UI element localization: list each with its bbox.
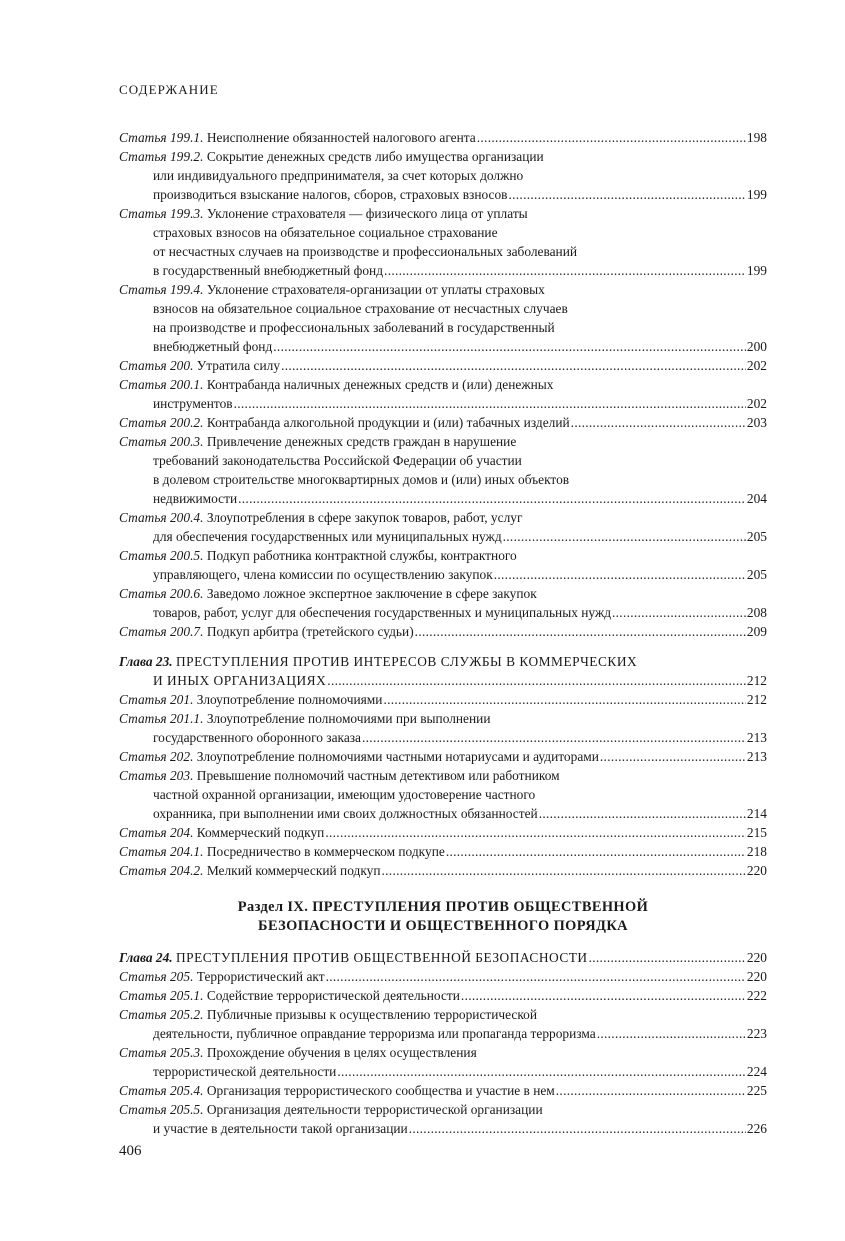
- toc-entry[interactable]: [119, 356, 767, 375]
- dot-leader: [415, 622, 746, 641]
- toc-line: [119, 280, 767, 299]
- toc-line: [119, 527, 767, 546]
- dot-leader: [539, 804, 746, 823]
- article-title: инструментов: [153, 396, 233, 411]
- toc-entry[interactable]: [119, 747, 767, 766]
- article-title: в государственный внебюджетный фонд: [153, 263, 384, 278]
- toc-entry[interactable]: [119, 1043, 767, 1081]
- article-title: Превышение полномочий частным детективом или работником: [196, 768, 560, 783]
- dot-leader: [600, 747, 746, 766]
- dot-leader: [556, 1081, 746, 1100]
- article-title: внебюджетный фонд: [153, 339, 273, 354]
- dot-leader: [382, 861, 746, 880]
- dot-leader: [589, 948, 746, 967]
- article-title: управляющего, члена комиссии по осуществлению закупок: [153, 567, 493, 582]
- dot-leader: [273, 337, 746, 356]
- page-ref: 202: [746, 358, 767, 373]
- article-label: Статья 204.2.: [119, 863, 204, 878]
- article-title: Утратила силу: [196, 358, 281, 373]
- article-title: террористической деятельности: [153, 1064, 337, 1079]
- article-title: государственного оборонного заказа: [153, 730, 362, 745]
- toc-line: [119, 318, 767, 337]
- article-title: требований законодательства Российской Федерации об участии: [153, 453, 522, 468]
- article-label: Статья 200.6.: [119, 586, 204, 601]
- article-title: Организация террористического сообщества и участие в нем: [206, 1083, 555, 1098]
- toc-line: [119, 948, 767, 967]
- page-ref: 205: [746, 567, 767, 582]
- article-title: Подкуп работника контрактной службы, контрактного: [206, 548, 517, 563]
- dot-leader: [234, 394, 746, 413]
- toc-entry[interactable]: [119, 622, 767, 641]
- running-header: СОДЕРЖАНИЕ: [119, 82, 219, 97]
- toc-line: [119, 728, 767, 747]
- toc-chapter[interactable]: [119, 948, 767, 967]
- toc-line: [119, 451, 767, 470]
- toc-line: [119, 967, 767, 986]
- toc-entry[interactable]: [119, 375, 767, 413]
- article-title: товаров, работ, услуг для обеспечения государственных и муниципальных нужд: [153, 605, 612, 620]
- article-title: деятельности, публичное оправдание терроризма или пропаганда терроризма: [153, 1026, 596, 1041]
- toc-line: [119, 394, 767, 413]
- toc-entry[interactable]: [119, 147, 767, 204]
- dot-leader: [597, 1024, 746, 1043]
- page-ref: 214: [746, 806, 767, 821]
- article-label: Статья 199.2.: [119, 149, 204, 164]
- article-label: Статья 205.: [119, 969, 194, 984]
- toc-line: [119, 375, 767, 394]
- dot-leader: [337, 1062, 746, 1081]
- article-label: Статья 200.7.: [119, 624, 204, 639]
- page-ref: 213: [746, 749, 767, 764]
- toc-line: [119, 185, 767, 204]
- page-ref: 203: [746, 415, 767, 430]
- article-title: Террористический акт: [196, 969, 325, 984]
- section-heading-line: Раздел IX. ПРЕСТУПЛЕНИЯ ПРОТИВ ОБЩЕСТВЕННОЙ: [237, 899, 649, 915]
- toc-line: [119, 565, 767, 584]
- article-title: производиться взыскание налогов, сборов, страховых взносов: [153, 187, 508, 202]
- page-ref: 213: [746, 730, 767, 745]
- toc-entry[interactable]: [119, 546, 767, 584]
- dot-leader: [461, 986, 746, 1005]
- toc-line: [119, 804, 767, 823]
- article-title: Уклонение страхователя-организации от уплаты страховых: [206, 282, 545, 297]
- dot-leader: [508, 185, 745, 204]
- page-ref: 225: [746, 1083, 767, 1098]
- article-title: или индивидуального предпринимателя, за счет которых должно: [153, 168, 524, 183]
- toc-line: [119, 223, 767, 242]
- toc-line: [119, 584, 767, 603]
- article-title: Мелкий коммерческий подкуп: [206, 863, 381, 878]
- toc-line: [119, 1043, 767, 1062]
- article-title: Уклонение страхователя — физического лица от уплаты: [206, 206, 528, 221]
- article-title: Подкуп арбитра (третейского судьи): [206, 624, 414, 639]
- article-title: взносов на обязательное социальное страхование от несчастных случаев: [153, 301, 568, 316]
- toc-entry[interactable]: [119, 128, 767, 147]
- toc-entry[interactable]: [119, 204, 767, 280]
- article-label: Статья 205.1.: [119, 988, 204, 1003]
- article-label: Статья 201.: [119, 692, 194, 707]
- toc-entry[interactable]: [119, 967, 767, 986]
- toc-line: [119, 147, 767, 166]
- toc-chapter[interactable]: [119, 652, 767, 690]
- article-title: недвижимости: [153, 491, 238, 506]
- toc-line: [119, 299, 767, 318]
- article-label: Статья 202.: [119, 749, 194, 764]
- article-label: Статья 205.3.: [119, 1045, 204, 1060]
- page-ref: 222: [746, 988, 767, 1003]
- toc-line: [119, 785, 767, 804]
- table-of-contents: [119, 128, 767, 1138]
- section-heading-line: БЕЗОПАСНОСТИ И ОБЩЕСТВЕННОГО ПОРЯДКА: [258, 918, 628, 934]
- toc-line: [119, 546, 767, 565]
- toc-line: [119, 671, 767, 690]
- dot-leader: [503, 527, 746, 546]
- article-label: Статья 201.1.: [119, 711, 204, 726]
- article-label: Статья 199.4.: [119, 282, 204, 297]
- toc-entry[interactable]: [119, 823, 767, 842]
- page-ref: 220: [746, 863, 767, 878]
- article-title: Злоупотребление полномочиями при выполнении: [206, 711, 491, 726]
- article-label: Статья 200.5.: [119, 548, 204, 563]
- chapter-title: ПРЕСТУПЛЕНИЯ ПРОТИВ ОБЩЕСТВЕННОЙ БЕЗОПАСНОСТИ: [175, 950, 588, 965]
- article-title: охранника, при выполнении ими своих должностных обязанностей: [153, 806, 538, 821]
- toc-line: [119, 690, 767, 709]
- dot-leader: [571, 413, 746, 432]
- toc-entry[interactable]: [119, 861, 767, 880]
- dot-leader: [612, 603, 746, 622]
- page-ref: 204: [746, 491, 767, 506]
- page-number: 406: [119, 1143, 142, 1159]
- article-title: Злоупотребление полномочиями частными нотариусами и аудиторами: [196, 749, 599, 764]
- toc-line: [119, 128, 767, 147]
- article-title: Заведомо ложное экспертное заключение в сфере закупок: [206, 586, 537, 601]
- dot-leader: [446, 842, 746, 861]
- article-title: в долевом строительстве многоквартирных домов и (или) иных объектов: [153, 472, 570, 487]
- toc-line: [119, 1005, 767, 1024]
- article-title: Контрабанда наличных денежных средств и (или) денежных: [206, 377, 554, 392]
- article-label: Статья 205.2.: [119, 1007, 204, 1022]
- dot-leader: [325, 823, 746, 842]
- page-ref: 215: [746, 825, 767, 840]
- toc-line: [119, 242, 767, 261]
- toc-line: [119, 261, 767, 280]
- page-ref: 202: [746, 396, 767, 411]
- article-title: Сокрытие денежных средств либо имущества организации: [206, 149, 544, 164]
- article-title: Неисполнение обязанностей налогового агента: [206, 130, 476, 145]
- toc-line: [119, 356, 767, 375]
- page-ref: 208: [746, 605, 767, 620]
- dot-leader: [477, 128, 746, 147]
- toc-entry[interactable]: [119, 766, 767, 823]
- toc-line: [119, 747, 767, 766]
- toc-line: [119, 709, 767, 728]
- article-title: Злоупотребление полномочиями: [196, 692, 383, 707]
- page-ref: 226: [746, 1121, 767, 1136]
- toc-line: [119, 603, 767, 622]
- article-title: Контрабанда алкогольной продукции и (или) табачных изделий: [206, 415, 570, 430]
- page-ref: 218: [746, 844, 767, 859]
- toc-entry[interactable]: [119, 1100, 767, 1138]
- dot-leader: [281, 356, 746, 375]
- article-label: Статья 205.4.: [119, 1083, 204, 1098]
- article-title: Прохождение обучения в целях осуществления: [206, 1045, 477, 1060]
- article-title: от несчастных случаев на производстве и профессиональных заболеваний: [153, 244, 578, 259]
- article-label: Статья 204.1.: [119, 844, 204, 859]
- chapter-title: ПРЕСТУПЛЕНИЯ ПРОТИВ ИНТЕРЕСОВ СЛУЖБЫ В КОММЕРЧЕСКИХ: [175, 654, 638, 669]
- article-label: Статья 200.1.: [119, 377, 204, 392]
- article-title: частной охранной организации, имеющим удостоверение частного: [153, 787, 536, 802]
- article-title: Коммерческий подкуп: [196, 825, 325, 840]
- toc-line: [119, 766, 767, 785]
- dot-leader: [362, 728, 746, 747]
- toc-line: [119, 432, 767, 451]
- page-ref: 212: [746, 692, 767, 707]
- toc-line: [119, 1081, 767, 1100]
- page-ref: 209: [746, 624, 767, 639]
- toc-entry[interactable]: [119, 413, 767, 432]
- article-title: Публичные призывы к осуществлению террористической: [206, 1007, 538, 1022]
- toc-line: [119, 986, 767, 1005]
- toc-line: [119, 489, 767, 508]
- toc-line: [119, 861, 767, 880]
- page-ref: 224: [746, 1064, 767, 1079]
- page-ref: 199: [746, 263, 767, 278]
- toc-line: [119, 337, 767, 356]
- toc-line: [119, 1024, 767, 1043]
- dot-leader: [327, 671, 746, 690]
- chapter-label: Глава 24.: [119, 950, 173, 965]
- article-label: Статья 199.1.: [119, 130, 204, 145]
- page-ref: 199: [746, 187, 767, 202]
- dot-leader: [326, 967, 746, 986]
- dot-leader: [409, 1119, 746, 1138]
- toc-entry[interactable]: [119, 842, 767, 861]
- article-label: Статья 204.: [119, 825, 194, 840]
- page-ref: 220: [746, 950, 767, 965]
- dot-leader: [384, 261, 746, 280]
- article-title: страховых взносов на обязательное социальное страхование: [153, 225, 498, 240]
- article-title: Злоупотребления в сфере закупок товаров, работ, услуг: [206, 510, 523, 525]
- article-label: Статья 200.: [119, 358, 194, 373]
- toc-line: [119, 842, 767, 861]
- toc-entry[interactable]: [119, 432, 767, 508]
- chapter-title: И ИНЫХ ОРГАНИЗАЦИЯХ: [153, 673, 327, 688]
- page-ref: 200: [746, 339, 767, 354]
- section-heading: [119, 898, 767, 936]
- article-label: Статья 200.3.: [119, 434, 204, 449]
- page-ref: 212: [746, 673, 767, 688]
- toc-entry[interactable]: [119, 986, 767, 1005]
- article-label: Статья 205.5.: [119, 1102, 204, 1117]
- article-title: и участие в деятельности такой организации: [153, 1121, 408, 1136]
- chapter-spacer: [119, 641, 767, 652]
- toc-line: [119, 823, 767, 842]
- dot-leader: [494, 565, 746, 584]
- article-title: Организация деятельности террористической организации: [206, 1102, 543, 1117]
- article-title: Привлечение денежных средств граждан в нарушение: [206, 434, 517, 449]
- article-label: Статья 200.4.: [119, 510, 204, 525]
- toc-line: [119, 622, 767, 641]
- article-label: Статья 199.3.: [119, 206, 204, 221]
- toc-line: [119, 1062, 767, 1081]
- toc-entry[interactable]: [119, 690, 767, 709]
- article-title: для обеспечения государственных или муниципальных нужд: [153, 529, 502, 544]
- toc-line: [119, 652, 767, 671]
- toc-entry[interactable]: [119, 280, 767, 356]
- toc-line: [119, 166, 767, 185]
- toc-entry[interactable]: [119, 1005, 767, 1043]
- dot-leader: [383, 690, 745, 709]
- toc-line: [119, 1100, 767, 1119]
- page-ref: 223: [746, 1026, 767, 1041]
- article-title: Содействие террористической деятельности: [206, 988, 460, 1003]
- page-ref: 220: [746, 969, 767, 984]
- page-ref: 205: [746, 529, 767, 544]
- toc-line: [119, 470, 767, 489]
- page-ref: 198: [746, 130, 767, 145]
- toc-entry[interactable]: [119, 709, 767, 747]
- toc-line: [119, 413, 767, 432]
- toc-entry[interactable]: [119, 584, 767, 622]
- toc-line: [119, 204, 767, 223]
- toc-entry[interactable]: [119, 508, 767, 546]
- article-label: Статья 203.: [119, 768, 194, 783]
- dot-leader: [238, 489, 746, 508]
- chapter-label: Глава 23.: [119, 654, 173, 669]
- toc-entry[interactable]: [119, 1081, 767, 1100]
- toc-line: [119, 1119, 767, 1138]
- toc-line: [119, 508, 767, 527]
- article-label: Статья 200.2.: [119, 415, 204, 430]
- article-title: Посредничество в коммерческом подкупе: [206, 844, 445, 859]
- article-title: на производстве и профессиональных заболеваний в государственный: [153, 320, 555, 335]
